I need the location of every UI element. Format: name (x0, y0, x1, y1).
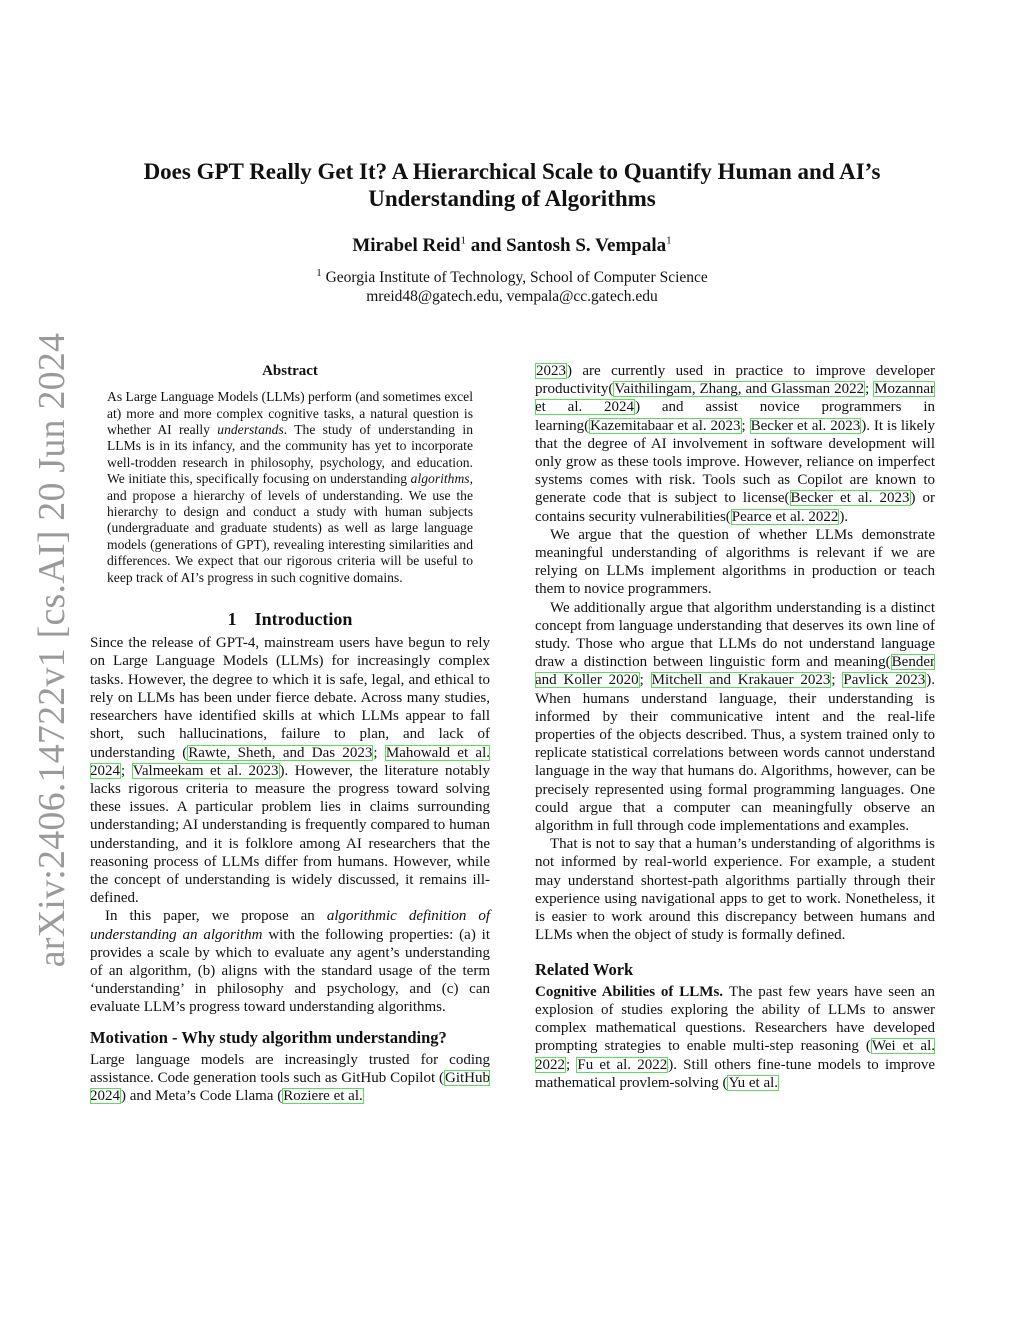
intro-paragraph: Since the release of GPT-4, mainstream users have begun to rely on Large Language Models (LLMs) for increasingly complex tasks. However, the degree to which it is safe, legal, and ethical to rely on LLMs has been under fierce debate. Across many studies, researchers have identified skills at which LLMs appear to fall short, such hallucinations, failure to plan, and lack of understanding (Rawte, Sheth, and Das 2023; Mahowald et al. 2024; Valmeekam et al. 2023). However, the literature notably lacks rigorous criteria to measure the progress toward solving these issues. A particular problem lies in claims surrounding understanding; AI understanding is frequently compared to human understanding, and it is folklore among AI researchers that the reasoning process of LLMs differ from humans. However, while the concept of understanding is widely discussed, it remains ill-defined. (90, 635, 490, 907)
citation-link[interactable]: Becker et al. 2023 (750, 417, 861, 434)
motivation-paragraph-continued: 2023) are currently used in practice to improve developer productivity(Vaithilingam, Zhang, and Glassman 2022; Mozannar et al. 2024) and assist novice programmers in learning(Kazemitabaar et al. 2023; Becker et al. 2023). It is likely that the degree of AI involvement in software development will only grow as these tools improve. However, reliance on imperfect systems comes with risk. Tools such as Copilot are known to generate code that is subject to license(Becker et al. 2023) or contains security vulnerabilities(Pearce et al. 2022). (535, 363, 936, 525)
citation-link[interactable]: Mahowald et al. 2024 (90, 744, 490, 779)
paper-title: Does GPT Really Get It? A Hierarchical Scale to Quantify Human and AI’s Understanding of Algorithms (143, 159, 881, 211)
affiliation-marker: 1 (666, 234, 672, 247)
citation-link[interactable]: Becker et al. 2023 (790, 490, 910, 507)
citation-link[interactable]: Rawte, Sheth, and Das 2023 (188, 744, 373, 761)
paragraph-heading: Cognitive Abilities of LLMs. (535, 983, 724, 1000)
citation-link[interactable]: Mozannar et al. 2024 (535, 381, 935, 416)
section-title: Introduction (254, 609, 353, 630)
section-number: 1 (227, 609, 237, 630)
intro-paragraph: In this paper, we propose an algorithmic definition of understanding an algorithm with the following properties: (a) it provides a scale by which to evaluate any agent’s understanding of an algorithm, (b) aligns with the standard usage of the term ‘understanding’ in philosophy and psychology, and (c) can evaluate LLM’s progress toward understanding algorithms. (90, 908, 490, 1016)
motivation-heading: Motivation - Why study algorithm understanding? (90, 1027, 447, 1047)
motivation-paragraph: Large language models are increasingly trusted for coding assistance. Code generation tools such as GitHub Copilot (GitHub 2024) and Meta’s Code Llama (Roziere et al. (90, 1051, 490, 1105)
citation-link[interactable]: GitHub 2024 (90, 1069, 490, 1105)
left-column (90, 362, 490, 1105)
affiliation-marker: 1 (460, 234, 467, 247)
citation-link[interactable]: Vaithilingam, Zhang, and Glassman 2022 (614, 381, 865, 398)
author-separator: and (466, 235, 507, 256)
abstract-text: As Large Language Models (LLMs) perform (and sometimes excel at) more and more complex cognitive tasks, a natural question is whether AI really understands. The study of understanding in LLMs is in its infancy, and the community has yet to incorporate well-trodden research in philosophy, psychology, and education. We initiate this, specifically focusing on understanding algorithms, and propose a hierarchy of levels of understanding. We use the hierarchy to design and conduct a study with human subjects (undergraduate and graduate students) as well as large language models (generations of GPT), revealing interesting similarities and differences. We expect that our rigorous criteria will be useful to keep track of AI’s progress in such cognitive domains. (107, 389, 473, 585)
right-column (535, 362, 935, 1092)
author-name: Mirabel Reid (352, 235, 461, 256)
citation-link[interactable]: Fu et al. 2022 (577, 1056, 668, 1073)
affiliation-marker: 1 (316, 266, 322, 279)
citation-link[interactable]: Kazemitabaar et al. 2023 (590, 417, 741, 434)
body-paragraph: We argue that the question of whether LLMs demonstrate meaningful understanding of algorithms is relevant if we are relying on LLMs implement algorithms in production or teach them to novice programmers. (535, 526, 935, 598)
citation-link[interactable]: Pavlick 2023 (843, 672, 926, 689)
citation-link[interactable]: Mitchell and Krakauer 2023 (651, 672, 831, 689)
affiliation-text: Georgia Institute of Technology, School of Computer Science (325, 269, 708, 286)
arxiv-identifier: arXiv:2406.14722v1 [cs.AI] 20 Jun 2024 (31, 332, 73, 968)
citation-link[interactable]: Bender and Koller 2020 (535, 654, 935, 689)
citation-link[interactable]: Yu et al. (728, 1074, 779, 1091)
author-name: Santosh S. Vempala (506, 235, 667, 256)
author-list (80, 234, 944, 258)
body-paragraph: We additionally argue that algorithm understanding is a distinct concept from language understanding that deserves its own line of study. Those who argue that LLMs do not understand language draw a distinction between linguistic form and meaning(Bender and Koller 2020; Mitchell and Krakauer 2023; Pavlick 2023). When humans understand language, their understanding is informed by their communicative intent and the real-life properties of the objects described. Thus, a system trained only to replicate statistical correlations between words cannot understand language in the way that humans do. Algorithms, however, can be precisely represented using formal programming languages. One could argue that a computer can meaningfully observe an algorithm in full through code implementations and examples. (535, 599, 935, 835)
citation-link[interactable]: Pearce et al. 2022 (731, 508, 839, 525)
citation-link[interactable]: Wei et al. 2022 (535, 1038, 936, 1073)
related-work-heading: Related Work (535, 959, 634, 979)
body-paragraph: That is not to say that a human’s understanding of algorithms is not informed by real-world experience. For example, a student may understand shortest-path algorithms partially through their experience using navigational apps to get to work. Nonetheless, it is easier to work around this discrepancy between humans and LLMs when the object of study is formally defined. (535, 836, 935, 944)
author-emails: mreid48@gatech.edu, vempala@cc.gatech.edu (366, 288, 658, 305)
section-heading-introduction (90, 610, 490, 628)
citation-link[interactable]: Roziere et al. (283, 1088, 363, 1105)
citation-link[interactable]: 2023 (536, 363, 566, 379)
affiliation-block (80, 268, 944, 306)
citation-link[interactable]: Valmeekam et al. 2023 (132, 762, 279, 779)
related-work-paragraph: Cognitive Abilities of LLMs. The past few years have seen an explosion of studies exploring the ability of LLMs to answer complex mathematical questions. Researchers have developed prompting strategies to enable multi-step reasoning (Wei et al. 2022; Fu et al. 2022). Still others fine-tune models to improve mathematical provlem-solving (Yu et al. (535, 983, 936, 1091)
abstract-heading: Abstract (262, 363, 318, 379)
